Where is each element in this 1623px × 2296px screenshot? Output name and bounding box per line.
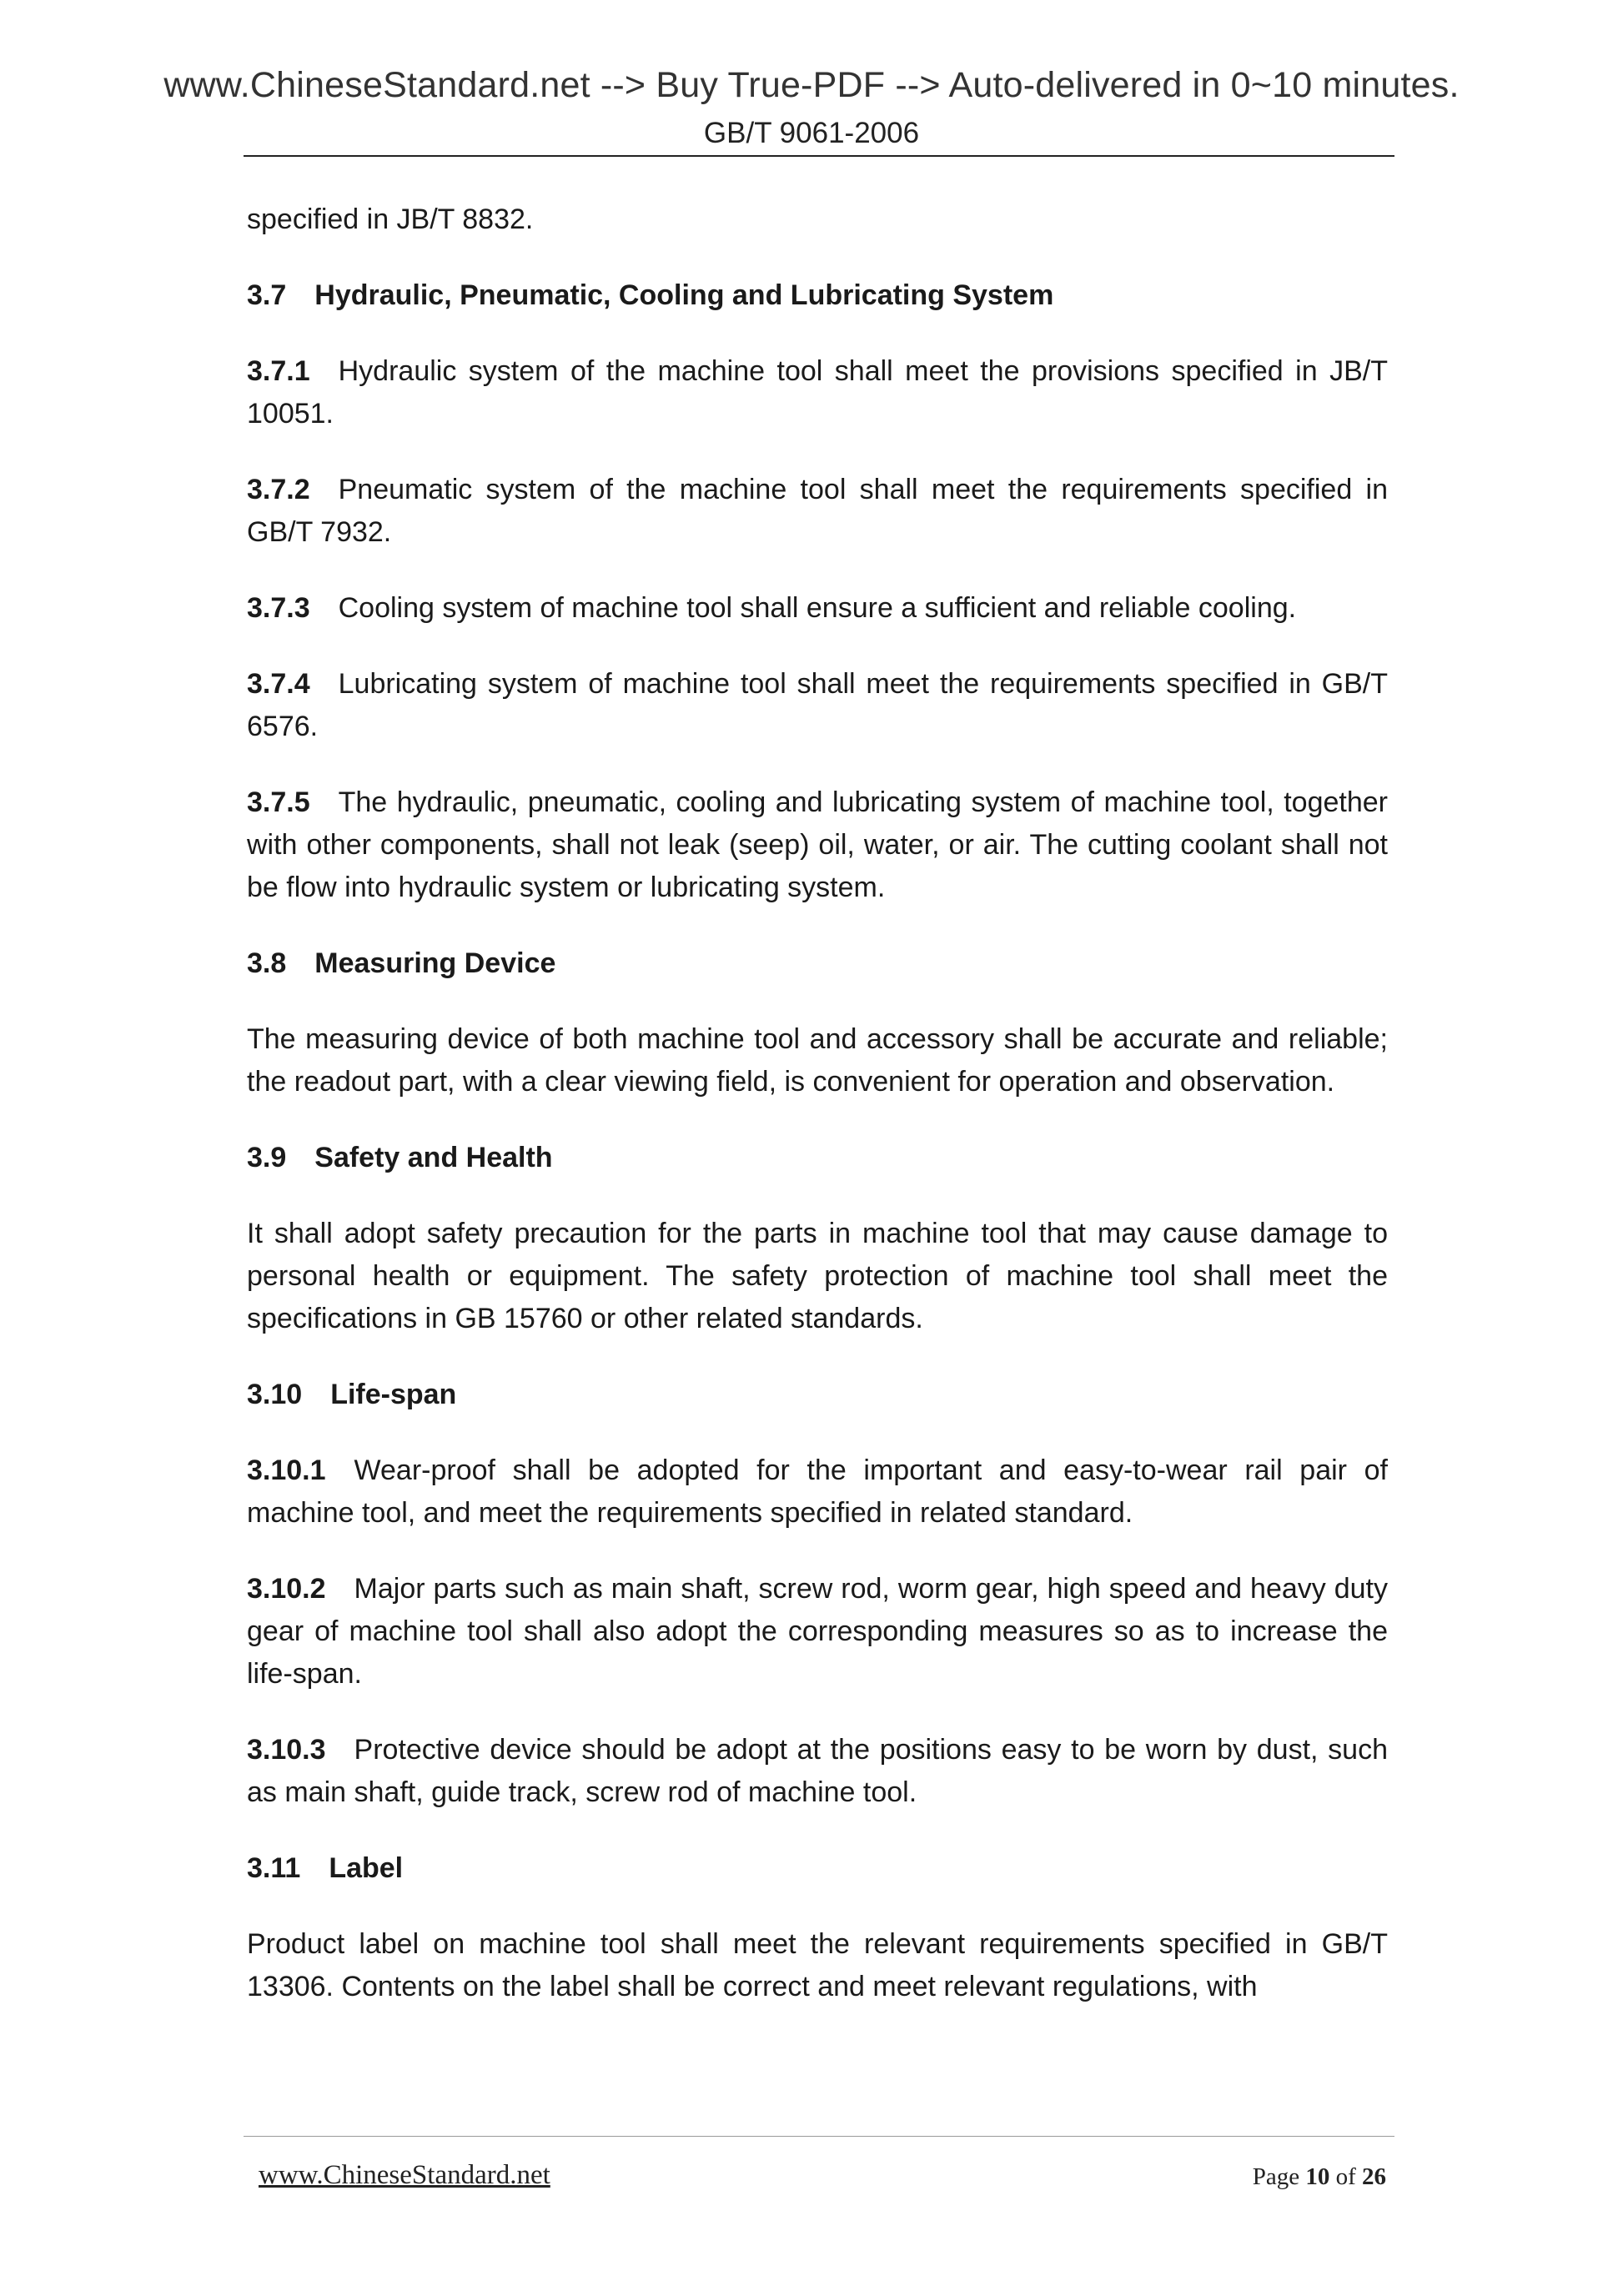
clause-3-10-1 [247, 1449, 1388, 1535]
paragraph-3-11: Product label on machine tool shall meet the relevant requirements specified in GB/T 13306. Contents on the label shall be correct and meet relevant regulations, with [247, 1928, 1388, 2002]
clause-number: 3.7.4 [247, 668, 310, 700]
clause-number: 3.10.1 [247, 1454, 326, 1486]
section-number: 3.7 [247, 279, 287, 311]
page-prefix: Page [1252, 2163, 1300, 2190]
section-number: 3.11 [247, 1852, 301, 1884]
section-heading-3-9 [247, 1137, 1388, 1179]
header-rule [244, 155, 1394, 157]
document-body [247, 198, 1388, 2042]
paragraph-3-8: The measuring device of both machine tool and accessory shall be accurate and reliable; the readout part, with a clear viewing field, is convenient for operation and observation. [247, 1023, 1388, 1098]
standard-code: GB/T 9061-2006 [703, 117, 920, 149]
current-page-number: 10 [1305, 2163, 1330, 2190]
clause-number: 3.10.3 [247, 1734, 326, 1766]
section-title: Hydraulic, Pneumatic, Cooling and Lubricating System [314, 279, 1054, 311]
clause-3-7-3 [247, 587, 1388, 630]
clause-number: 3.10.2 [247, 1573, 326, 1605]
section-heading-3-7 [247, 274, 1388, 317]
section-title: Life-span [330, 1379, 457, 1410]
clause-number: 3.7.2 [247, 474, 310, 505]
page-of: of [1335, 2163, 1356, 2190]
clause-text: The hydraulic, pneumatic, cooling and lubricating system of machine tool, together with other components, shall not leak (seep) oil, water, or air. The cutting coolant shall not be flow into hydraulic system or lubricating system. [247, 786, 1388, 903]
footer-website-link[interactable]: www.ChineseStandard.net [259, 2160, 550, 2190]
section-title: Safety and Health [314, 1142, 553, 1173]
clause-3-10-2 [247, 1568, 1388, 1696]
section-heading-3-10 [247, 1374, 1388, 1416]
clause-text: Lubricating system of machine tool shall meet the requirements specified in GB/T 6576. [247, 668, 1388, 742]
clause-text: Pneumatic system of the machine tool shall meet the requirements specified in GB/T 7932. [247, 474, 1388, 548]
section-heading-3-11 [247, 1847, 1388, 1890]
total-page-count: 26 [1362, 2163, 1386, 2190]
section-title: Label [329, 1852, 404, 1884]
clause-3-10-3 [247, 1729, 1388, 1814]
section-number: 3.10 [247, 1379, 303, 1410]
paragraph-continuation: specified in JB/T 8832. [247, 203, 534, 235]
clause-3-7-2 [247, 469, 1388, 554]
clause-number: 3.7.5 [247, 786, 310, 818]
section-heading-3-8 [247, 942, 1388, 985]
section-number: 3.9 [247, 1142, 287, 1173]
section-title: Measuring Device [314, 947, 556, 979]
footer-rule [244, 2136, 1394, 2137]
clause-text: Major parts such as main shaft, screw rod, worm gear, high speed and heavy duty gear of machine tool shall also adopt the corresponding measures so as to increase the life-span. [247, 1573, 1388, 1690]
clause-text: Cooling system of machine tool shall ensure a sufficient and reliable cooling. [338, 592, 1297, 624]
clause-3-7-5 [247, 781, 1388, 909]
page-indicator [1253, 2163, 1386, 2191]
clause-3-7-1 [247, 350, 1388, 435]
section-number: 3.8 [247, 947, 287, 979]
clause-text: Wear-proof shall be adopted for the important and easy-to-wear rail pair of machine tool, and meet the requirements specified in related standard. [247, 1454, 1388, 1529]
clause-3-7-4 [247, 663, 1388, 748]
paragraph-3-9: It shall adopt safety precaution for the parts in machine tool that may cause damage to personal health or equipment. The safety protection of machine tool shall meet the specifications in GB 15760 or other related standards. [247, 1218, 1388, 1334]
clause-number: 3.7.3 [247, 592, 310, 624]
clause-text: Protective device should be adopt at the positions easy to be worn by dust, such as main shaft, guide track, screw rod of machine tool. [247, 1734, 1388, 1808]
header-banner: www.ChineseStandard.net --> Buy True-PDF --> Auto-delivered in 0~10 minutes. [163, 65, 1460, 105]
clause-text: Hydraulic system of the machine tool shall meet the provisions specified in JB/T 10051. [247, 355, 1388, 430]
clause-number: 3.7.1 [247, 355, 310, 387]
